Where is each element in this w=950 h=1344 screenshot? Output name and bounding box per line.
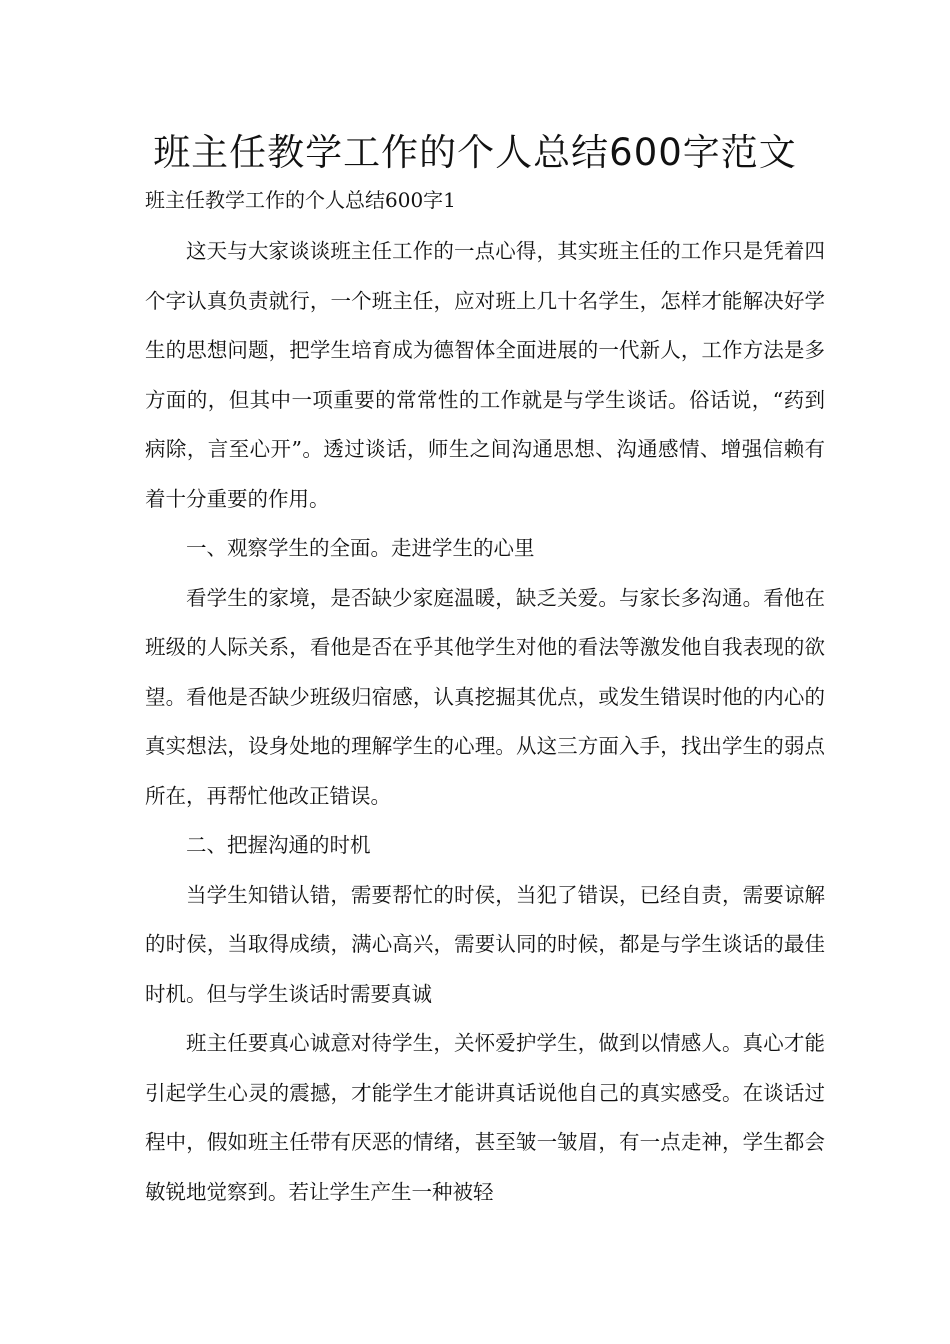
paragraph-section-2-continued: 班主任要真心诚意对待学生，关怀爱护学生，做到以情感人。真心才能引起学生心灵的震撼，才能学生才能讲真话说他自己的真实感受。在谈话过程中，假如班主任带有厌恶的情绪，甚至皱一皱眉，有一点走神，学生都会敏锐地觉察到。若让学生产生一种被轻	[145, 1031, 825, 1204]
paragraph-section-2: 当学生知错认错，需要帮忙的时侯，当犯了错误，已经自责，需要谅解的时侯，当取得成绩，满心高兴，需要认同的时候，都是与学生谈话的最佳时机。但与学生谈话时需要真诚	[145, 882, 825, 1006]
paragraph-section-1: 看学生的家境，是否缺少家庭温暖，缺乏关爱。与家长多沟通。看他在班级的人际关系，看他是否在乎其他学生对他的看法等激发他自我表现的欲望。看他是否缺少班级归宿感，认真挖掘其优点，或发生错误时他的内心的真实想法，设身处地的理解学生的心理。从这三方面入手，找出学生的弱点所在，再帮忙他改正错误。	[145, 585, 825, 808]
document-subtitle: 班主任教学工作的个人总结600字1	[145, 188, 456, 212]
section-heading-1: 一、观察学生的全面。走进学生的心里	[186, 536, 535, 560]
document-body	[145, 227, 825, 1217]
paragraph-intro: 这天与大家谈谈班主任工作的一点心得，其实班主任的工作只是凭着四个字认真负责就行，一个班主任，应对班上几十名学生，怎样才能解决好学生的思想问题，把学生培育成为德智体全面进展的一代新人，工作方法是多方面的，但其中一项重要的常常性的工作就是与学生谈话。俗话说，“药到病除，言至心开”。透过谈话，师生之间沟通思想、沟通感情、增强信赖有着十分重要的作用。	[145, 239, 825, 511]
document-title: 班主任教学工作的个人总结600字范文	[153, 131, 797, 174]
section-heading-2: 二、把握沟通的时机	[186, 833, 371, 857]
